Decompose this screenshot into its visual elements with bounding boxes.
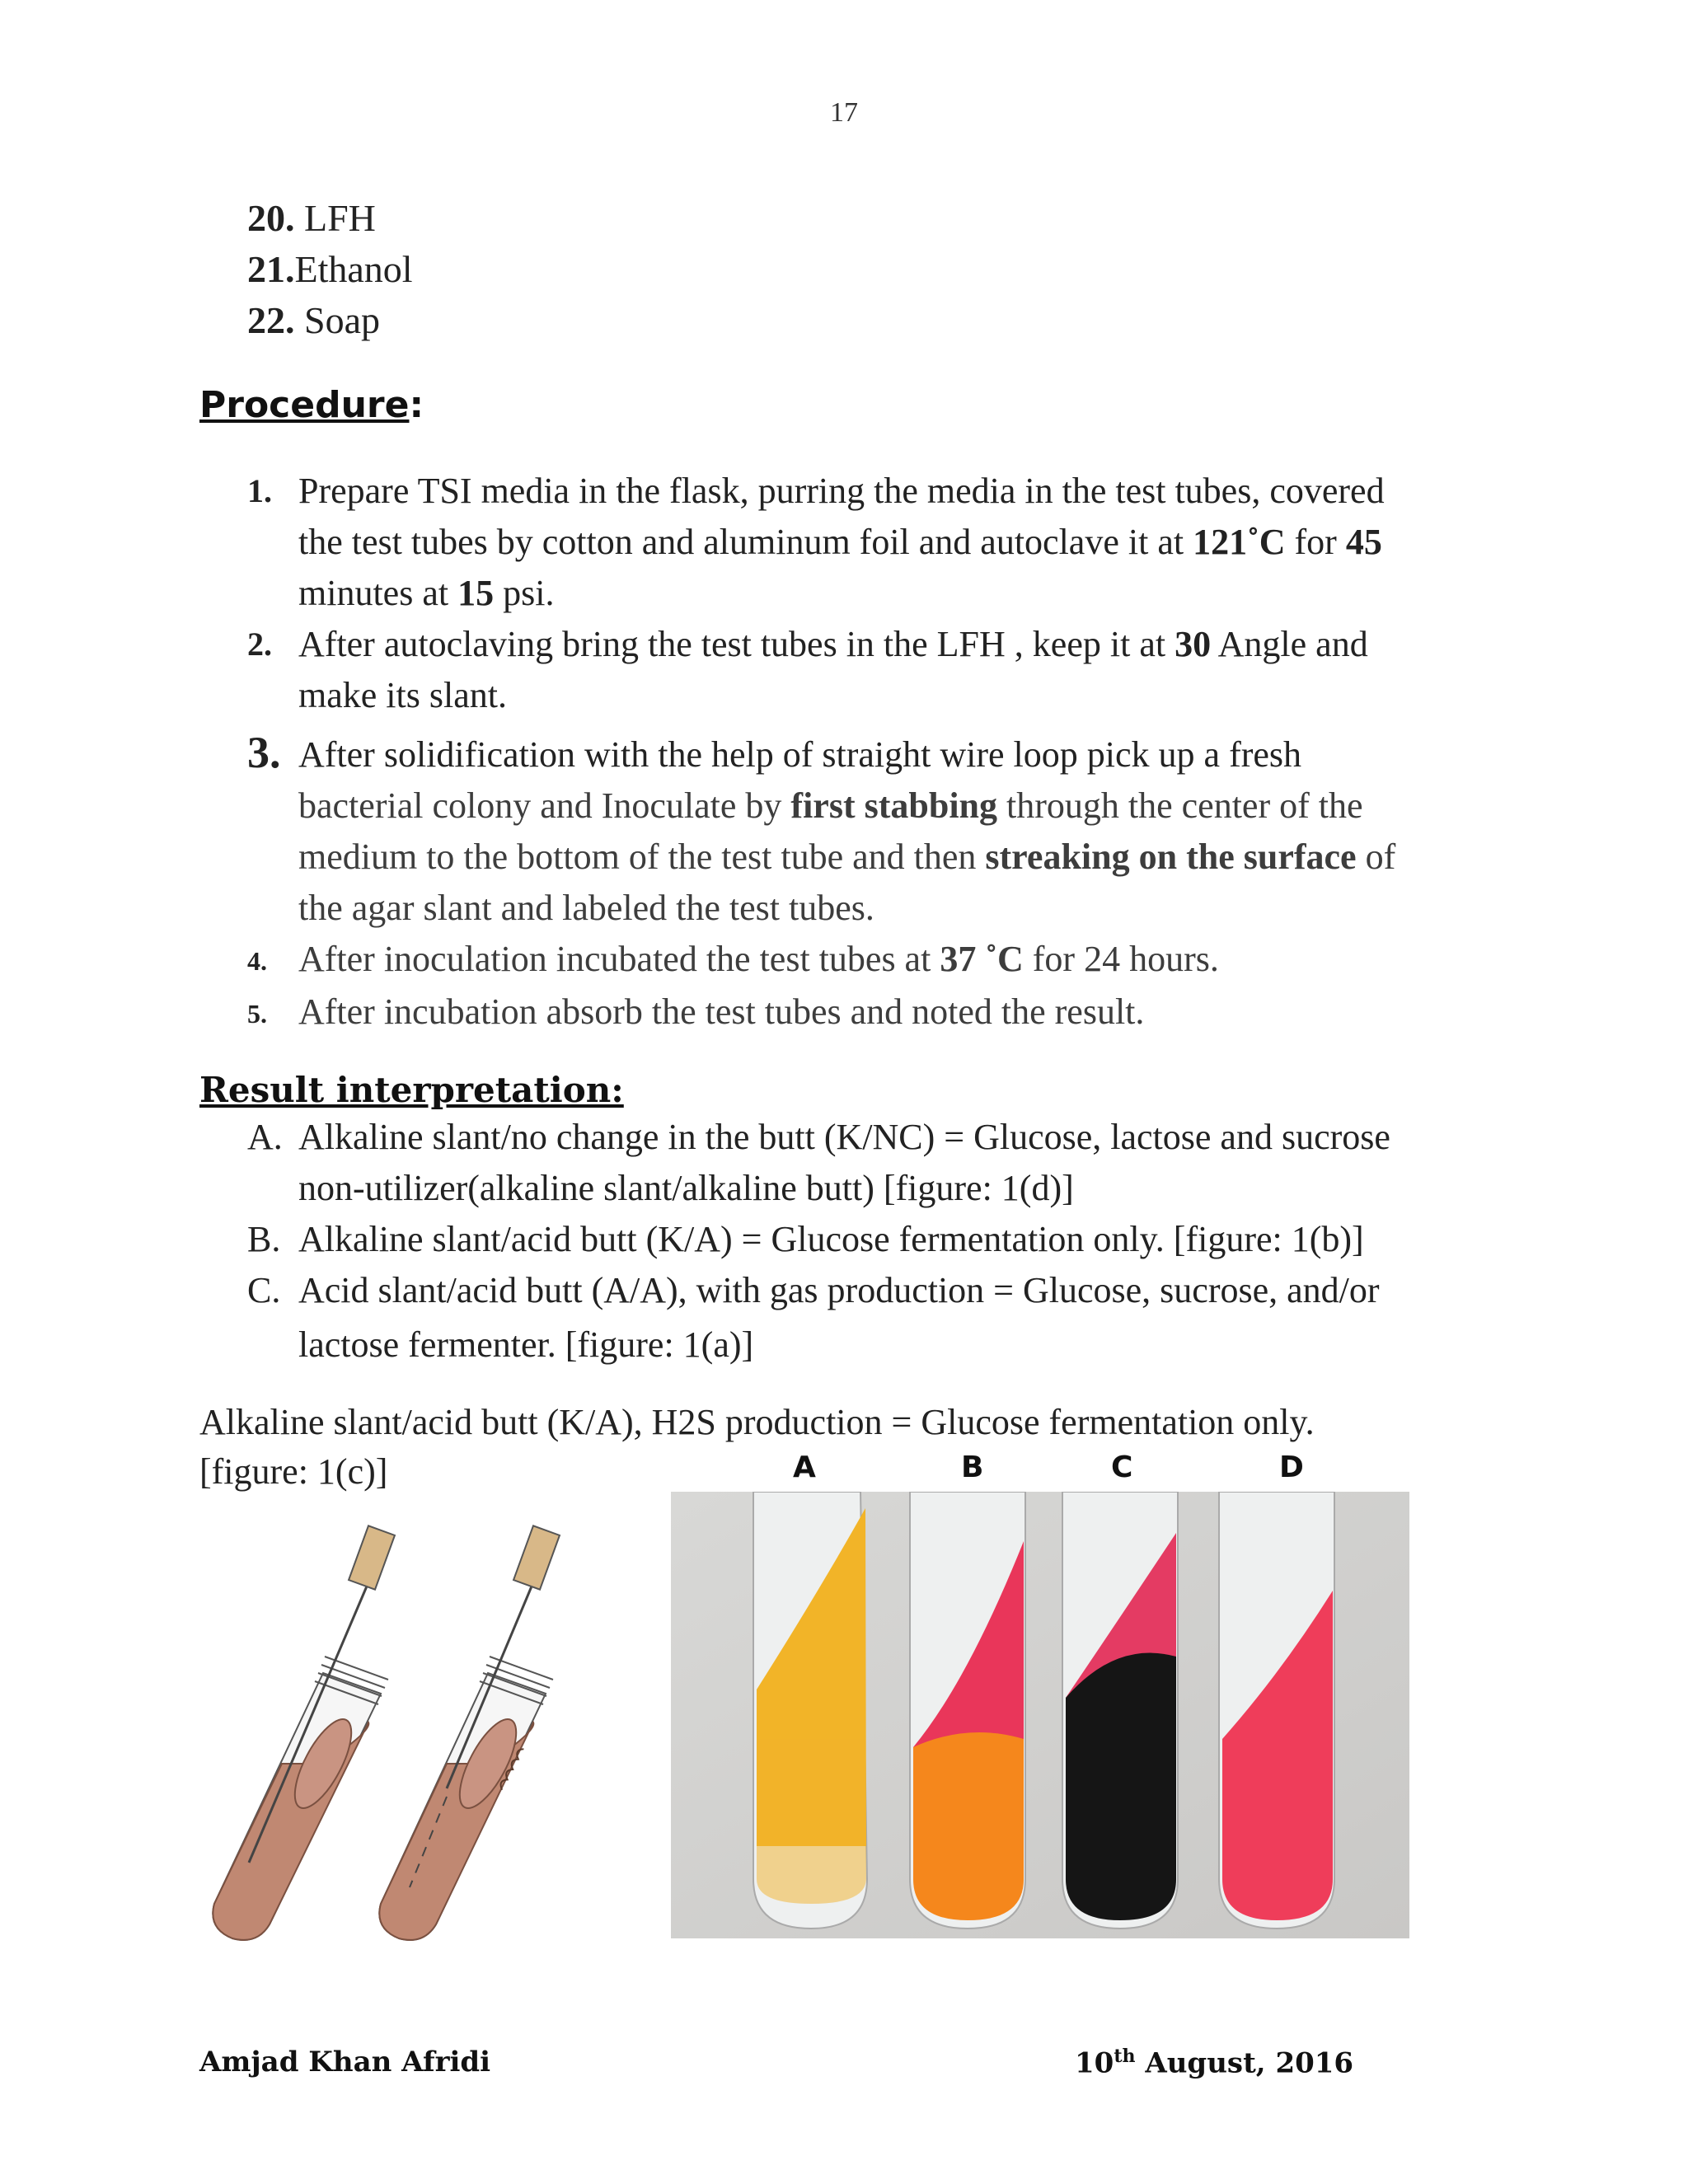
- result-letter: A.: [247, 1117, 283, 1157]
- result-line: Acid slant/acid butt (A/A), with gas production = Glucose, sucrose, and/or: [298, 1270, 1380, 1310]
- step-line: After inoculation incubated the test tubes at 37 ˚C for 24 hours.: [298, 939, 1219, 979]
- material-item: [247, 298, 380, 342]
- result-letter: B.: [247, 1219, 281, 1259]
- material-text: Soap: [294, 299, 380, 341]
- result-extra-line: [figure: 1(c)]: [199, 1451, 388, 1492]
- tube-c: [1062, 1492, 1178, 1929]
- figure-label: B: [961, 1451, 984, 1484]
- tsi-tubes-photo: [671, 1492, 1409, 1938]
- stab-tube-drawing: [213, 1526, 395, 1940]
- material-number: 21.: [247, 248, 295, 290]
- page-number: 17: [830, 97, 858, 128]
- material-text: Ethanol: [294, 248, 413, 290]
- step-number: 2.: [247, 626, 272, 663]
- result-letter: C.: [247, 1270, 281, 1310]
- procedure-heading: Procedure:: [199, 384, 424, 426]
- step-line: After solidification with the help of straight wire loop pick up a fresh: [298, 734, 1302, 775]
- figure-label: C: [1111, 1451, 1133, 1484]
- result-line: lactose fermenter. [figure: 1(a)]: [298, 1324, 754, 1365]
- result-line: non-utilizer(alkaline slant/alkaline butt) [figure: 1(d)]: [298, 1168, 1074, 1208]
- step-line: Prepare TSI media in the flask, purring the media in the test tubes, covered: [298, 471, 1385, 511]
- step-line: the test tubes by cotton and aluminum foil and autoclave it at 121˚C for 45: [298, 522, 1382, 562]
- footer-date: 10th August, 2016: [1075, 2046, 1354, 2080]
- footer-author: Amjad Khan Afridi: [199, 2046, 491, 2079]
- material-item: [247, 247, 413, 291]
- step-line: After autoclaving bring the test tubes in the LFH , keep it at 30 Angle and: [298, 624, 1368, 664]
- material-number: 22.: [247, 299, 295, 341]
- tube-a: [753, 1492, 867, 1929]
- result-extra-line: Alkaline slant/acid butt (K/A), H2S production = Glucose fermentation only.: [199, 1402, 1315, 1442]
- material-number: 20.: [247, 197, 295, 239]
- step-number: 4.: [247, 946, 267, 976]
- material-item: [247, 196, 376, 240]
- inoculation-illustration: [199, 1516, 612, 1945]
- material-text: LFH: [294, 197, 376, 239]
- result-heading: Result interpretation:: [199, 1070, 624, 1110]
- tube-d: [1219, 1492, 1334, 1929]
- tube-b: [910, 1492, 1025, 1929]
- result-line: Alkaline slant/no change in the butt (K/NC) = Glucose, lactose and sucrose: [298, 1117, 1390, 1157]
- figure-label: A: [793, 1451, 816, 1484]
- step-line: bacterial colony and Inoculate by first stabbing through the center of the: [298, 785, 1363, 826]
- step-number: 3.: [247, 728, 281, 777]
- step-line: After incubation absorb the test tubes and noted the result.: [298, 991, 1145, 1032]
- step-line: make its slant.: [298, 675, 507, 715]
- figure-label: D: [1279, 1451, 1304, 1484]
- step-line: medium to the bottom of the test tube and then streaking on the surface of: [298, 837, 1396, 877]
- step-number: 1.: [247, 472, 272, 509]
- step-number: 5.: [247, 999, 267, 1029]
- streak-tube-drawing: [379, 1526, 560, 1940]
- step-line: minutes at 15 psi.: [298, 573, 555, 613]
- step-line: the agar slant and labeled the test tubes.: [298, 888, 874, 928]
- result-line: Alkaline slant/acid butt (K/A) = Glucose fermentation only. [figure: 1(b)]: [298, 1219, 1364, 1259]
